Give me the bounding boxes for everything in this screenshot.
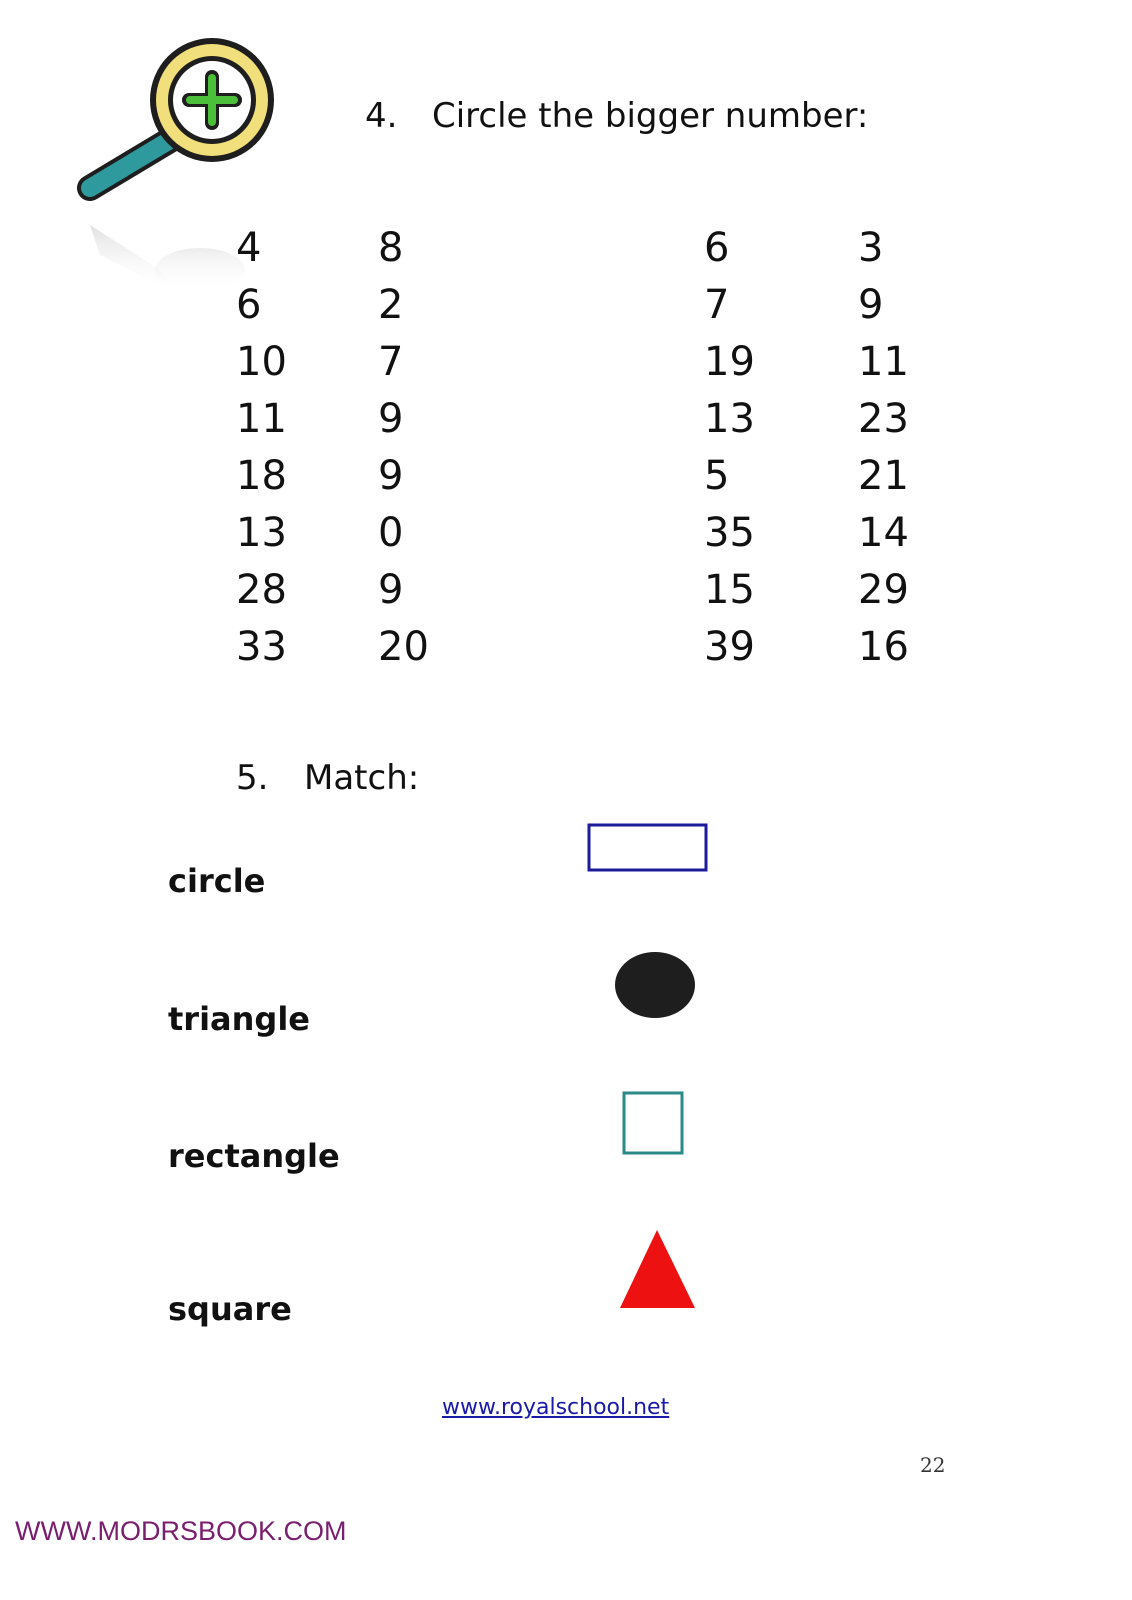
word-circle: circle [168,862,266,900]
number-right-r4-c1: 13 [704,396,755,442]
number-left-r3-c1: 10 [236,339,287,385]
number-right-r8-c1: 39 [704,624,755,670]
number-right-r1-c2: 3 [858,225,884,271]
number-right-r4-c2: 23 [858,396,909,442]
oval-shape [615,952,695,1018]
number-right-r3-c1: 19 [704,339,755,385]
word-rectangle: rectangle [168,1137,340,1175]
question-4-title: Circle the bigger number: [432,96,869,136]
word-triangle: triangle [168,1000,310,1038]
triangle-shape [620,1230,695,1308]
number-left-r5-c2: 9 [378,453,404,499]
number-left-r7-c1: 28 [236,567,287,613]
number-right-r8-c2: 16 [858,624,909,670]
number-right-r6-c1: 35 [704,510,755,556]
question-5-title: Match: [304,758,420,798]
shapes-column [580,815,720,1325]
website-link[interactable]: www.royalschool.net [442,1395,670,1420]
number-right-r5-c1: 5 [704,453,730,499]
question-4-number: 4. [365,96,398,136]
word-square: square [168,1290,292,1328]
number-left-r4-c1: 11 [236,396,287,442]
number-right-r6-c2: 14 [858,510,909,556]
number-left-r8-c2: 20 [378,624,429,670]
number-right-r1-c1: 6 [704,225,730,271]
number-left-r8-c1: 33 [236,624,287,670]
number-left-r1-c1: 4 [236,225,262,271]
number-left-r7-c2: 9 [378,567,404,613]
number-left-r4-c2: 9 [378,396,404,442]
number-left-r6-c2: 0 [378,510,404,556]
number-right-r2-c2: 9 [858,282,884,328]
question-5-number: 5. [236,758,269,798]
number-right-r7-c1: 15 [704,567,755,613]
brand-watermark: WWW.MODRSBOOK.COM [15,1516,347,1546]
number-left-r1-c2: 8 [378,225,404,271]
page-number: 22 [920,1453,946,1477]
number-right-r7-c2: 29 [858,567,909,613]
number-left-r2-c1: 6 [236,282,262,328]
number-left-r3-c2: 7 [378,339,404,385]
rectangle-shape [589,825,706,870]
number-left-r2-c2: 2 [378,282,404,328]
square-shape [624,1093,682,1153]
number-left-r5-c1: 18 [236,453,287,499]
magnifier-plus-icon [60,20,300,310]
number-right-r3-c2: 11 [858,339,909,385]
number-right-r5-c2: 21 [858,453,909,499]
number-left-r6-c1: 13 [236,510,287,556]
number-right-r2-c1: 7 [704,282,730,328]
